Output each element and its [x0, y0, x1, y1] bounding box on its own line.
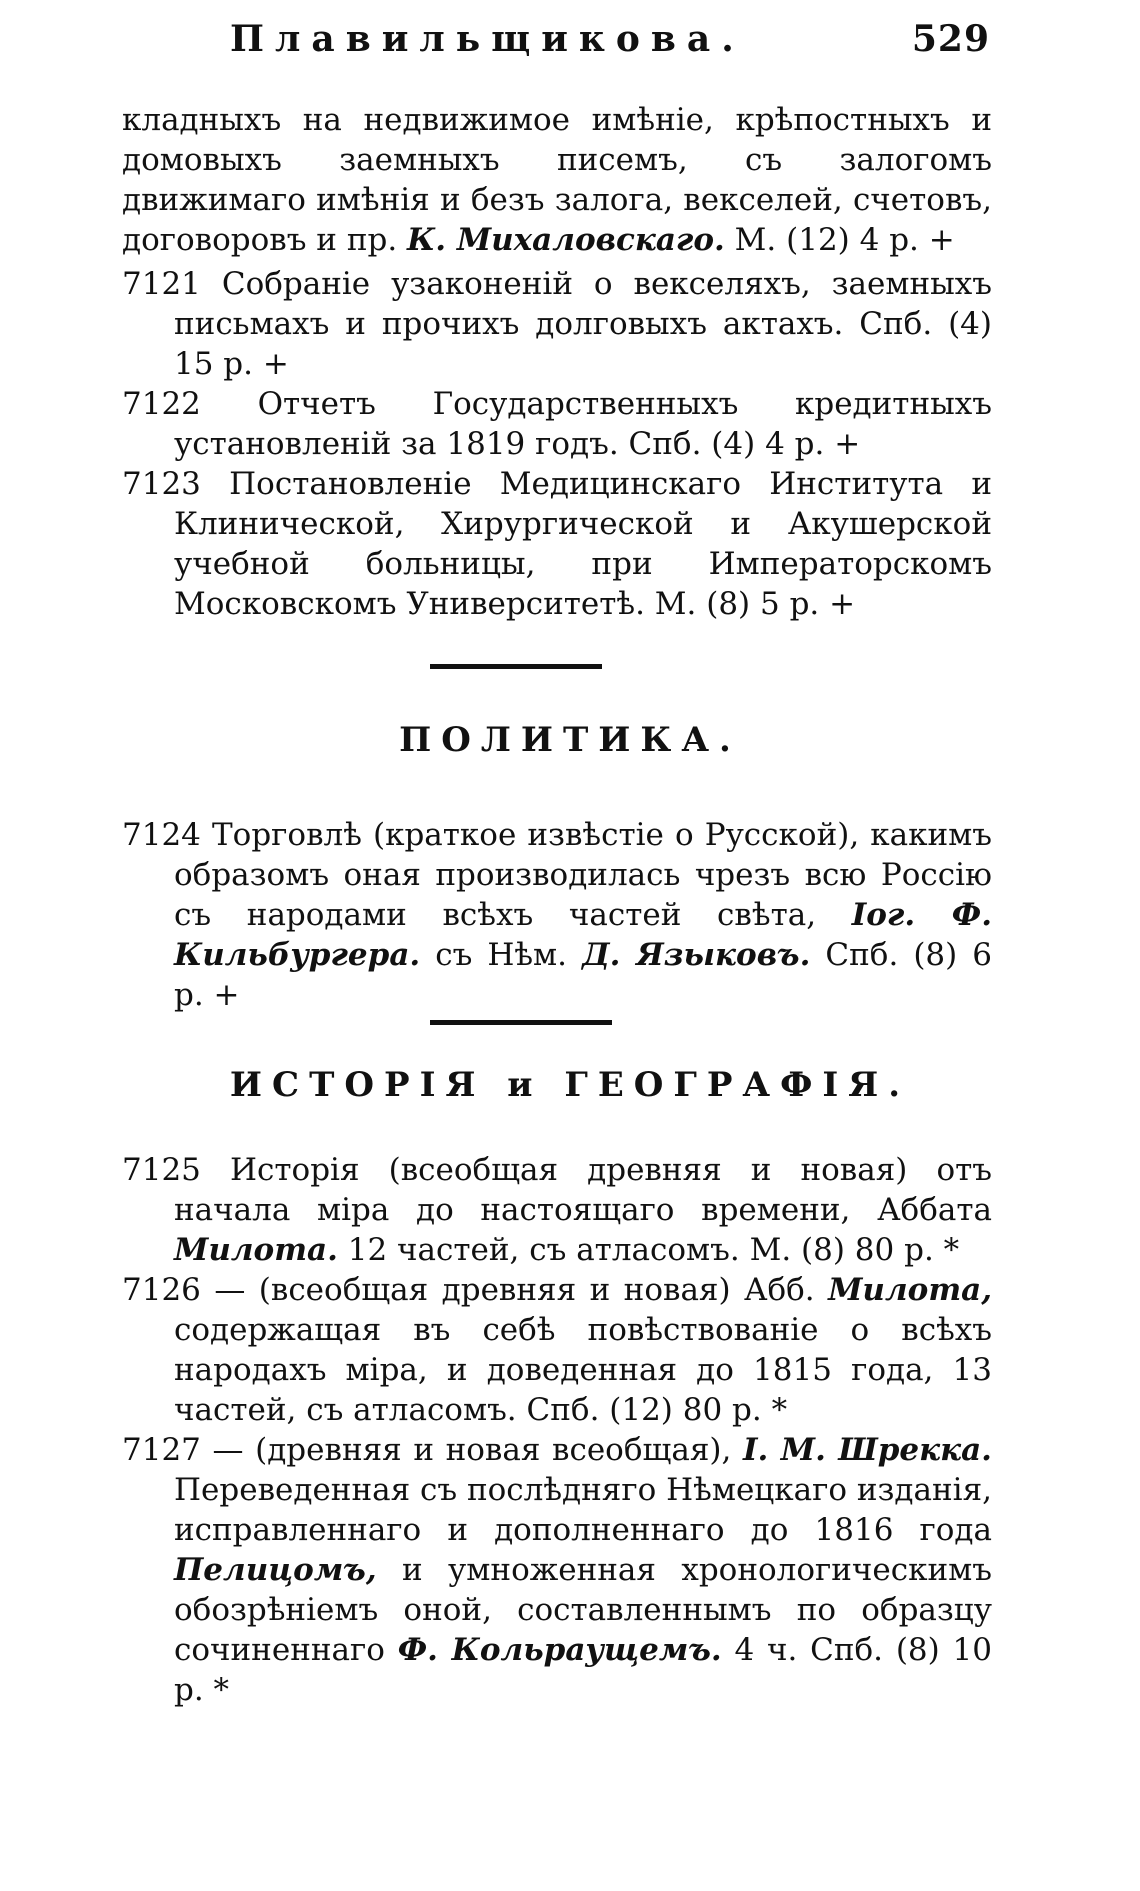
entry-text: — (древняя и новая всеобщая),	[212, 1432, 743, 1468]
entry-tail: 12 частей, съ атласомъ. М. (8) 80 р. *	[337, 1232, 960, 1268]
entry-text: Исторія (всеобщая древняя и новая) отъ начала міра до настоящаго времени, Аббата	[174, 1152, 992, 1228]
entry-text: Собраніе узаконеній о векселяхъ, заемныхъ письмахъ и прочихъ долговыхъ актахъ. Спб. (4) 15 р. +	[174, 266, 992, 382]
running-title: Плавильщикова.	[230, 18, 745, 60]
catalog-entry-7125	[122, 1150, 992, 1270]
catalog-block-history	[122, 1150, 992, 1710]
entry-translator: Д. Языковъ.	[582, 937, 811, 973]
entry-text: Отчетъ Государственныхъ кредитныхъ установленій за 1819 годъ. Спб. (4) 4 р. +	[174, 386, 992, 462]
entry-number: 7123	[122, 466, 201, 502]
entry-author: Милота,	[828, 1272, 992, 1308]
continuation-tail: М. (12) 4 р. +	[724, 222, 955, 258]
entry-mid2: и умноженная хронологическимъ обозрѣніемъ оной, составленнымъ по образцу сочиненнаго	[174, 1552, 992, 1668]
entry-author: Іог. Ф. Кильбургера.	[174, 897, 992, 973]
section-title-history: ИСТОРІЯ и ГЕОГРАФІЯ.	[229, 1065, 911, 1105]
entry-author: I. М. Шрекка.	[742, 1432, 992, 1468]
catalog-entry-7127	[122, 1430, 992, 1710]
entry-mid: Переведенная съ послѣдняго Нѣмецкаго изданія, исправленнаго и дополненнаго до 1816 года	[174, 1472, 992, 1548]
entry-text: — (всеобщая древняя и новая) Абб.	[214, 1272, 829, 1308]
section-divider-rule	[430, 1020, 612, 1025]
entry-number: 7127	[122, 1432, 201, 1468]
entry-number: 7121	[122, 266, 201, 302]
catalog-entry-7121	[122, 264, 992, 384]
entry-number: 7122	[122, 386, 201, 422]
entry-text: Торговлѣ (краткое извѣстіе о Русской), какимъ образомъ оная производилась чрезъ всю Россію съ народами всѣхъ частей свѣта,	[174, 817, 992, 933]
entry-number: 7124	[122, 817, 201, 853]
catalog-entry-7123	[122, 464, 992, 624]
catalog-entry-7126	[122, 1270, 992, 1430]
page-header	[230, 18, 990, 68]
catalog-block-top	[122, 100, 992, 624]
section-title-politics: ПОЛИТИКА.	[399, 720, 741, 760]
catalog-entry-7124	[122, 815, 992, 1015]
entry-number: 7125	[122, 1152, 201, 1188]
entry-tail: 4 ч. Спб. (8) 10 р. *	[174, 1632, 992, 1708]
continuation-entry	[122, 100, 992, 260]
catalog-block-politics	[122, 815, 992, 1015]
catalog-entry-7122	[122, 384, 992, 464]
page-number: 529	[911, 18, 990, 60]
entry-author2: Ф. Кольраущемъ.	[397, 1632, 722, 1668]
section-divider-rule	[430, 664, 602, 669]
entry-mid: съ Нѣм.	[420, 937, 583, 973]
entry-tail: содержащая въ себѣ повѣствованіе о всѣхъ народахъ міра, и доведенная до 1815 года, 13 частей, съ атласомъ. Спб. (12) 80 р. *	[174, 1312, 992, 1428]
entry-text: Постановленіе Медицинскаго Института и Клинической, Хирургической и Акушерской учебной больницы, при Императорскомъ Московскомъ Университетѣ. М. (8) 5 р. +	[174, 466, 993, 622]
entry-translator: Пелицомъ,	[174, 1552, 377, 1588]
continuation-author: К. Михаловскаго.	[407, 222, 725, 258]
entry-tail: Спб. (8) 6 р. +	[174, 937, 992, 1013]
continuation-text: кладныхъ на недвижимое имѣніе, крѣпостныхъ и домовыхъ заемныхъ писемъ, съ залогомъ движимаго имѣнія и безъ залога, векселей, счетовъ, договоровъ и пр.	[122, 102, 992, 258]
entry-author: Милота.	[174, 1232, 338, 1268]
entry-number: 7126	[122, 1272, 201, 1308]
